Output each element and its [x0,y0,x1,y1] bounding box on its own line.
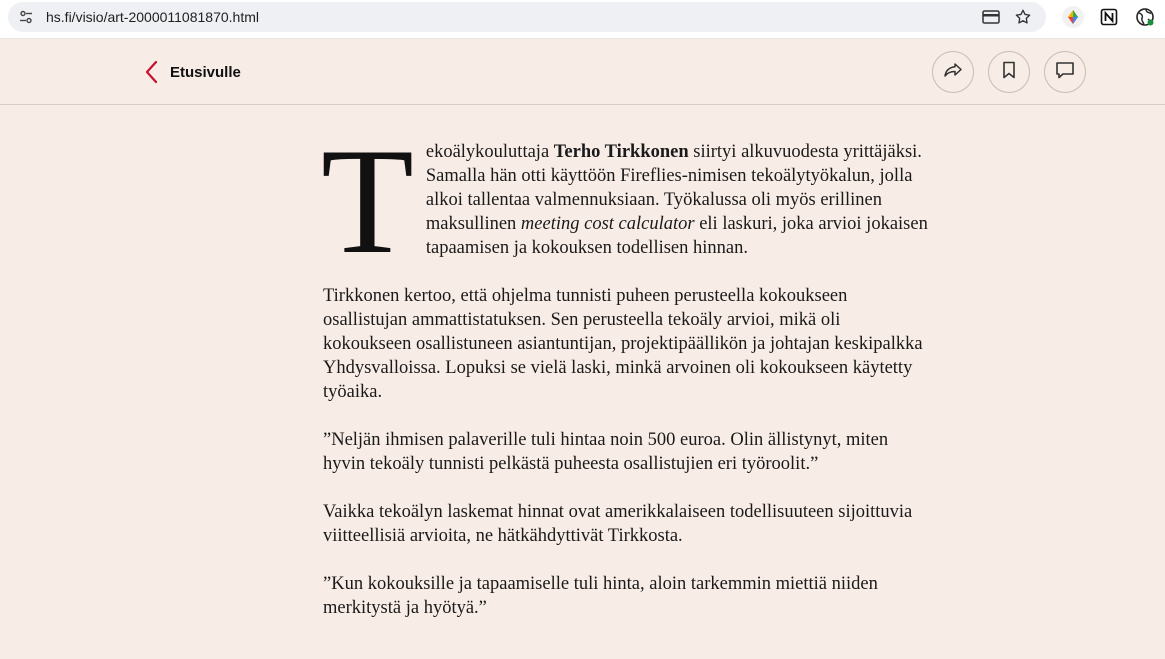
article-paragraph-4: Vaikka tekoälyn laskemat hinnat ovat amerikkalaiseen todellisuuteen sijoittuvia viitteellisiä arvioita, ne hätkähdyttivät Tirkkosta. [323,502,913,546]
share-icon [943,61,963,84]
back-link-label: Etusivulle [170,63,241,81]
paragraph-text: eli laskuri, joka arvioi jokaisen tapaamisen ja kokouksen todellisen hinnan. [425,214,928,258]
paragraph-text: ekoälykouluttaja [425,142,554,162]
share-button[interactable] [932,51,974,93]
comment-icon [1055,61,1075,84]
site-header [0,39,1165,105]
bookmark-button[interactable] [988,51,1030,93]
article-paragraph-5: ”Kun kokouksille ja tapaamiselle tuli hinta, aloin tarkemmin miettiä niiden merkitystä ja hyötyä.” [323,574,878,618]
colorful-extension-icon[interactable] [1061,5,1085,29]
notion-icon[interactable] [1097,5,1121,29]
card-icon[interactable] [981,7,1001,27]
article-paragraph-2: Tirkkonen kertoo, että ohjelma tunnisti puheen perusteella kokoukseen osallistujan ammattistatuksen. Sen perusteella tekoäly arvioi, mikä oli kokoukseen osallistuneen asiantuntijan, projektipäällikön ja johtajan keskipalkka Yhdysvalloissa. Lopuksi se vielä laski, minkä arvoinen oli kokoukseen käytetty työaika. [323,286,923,402]
back-to-frontpage-link[interactable] [142,57,241,87]
address-bar[interactable] [8,2,1046,32]
bookmark-icon [1002,61,1016,84]
browser-toolbar [0,0,1165,39]
chevron-left-icon [142,60,162,84]
article-body [321,117,933,644]
article-paragraph-1 [321,117,933,285]
paragraph-text: siirtyi alkuvuodesta yrittäjäksi. Samalla hän otti käyttöön Fireflies-nimisen tekoälytyökalun, jolla alkoi tallentaa valmennuksiaan. Työkalussa oli myös erillinen maksullinen [425,142,922,234]
url-text[interactable]: hs.fi/visio/art-2000011081870.html [46,9,259,25]
person-name: Terho Tirkkonen [553,142,689,162]
tune-icon[interactable] [18,9,34,25]
comment-button[interactable] [1044,51,1086,93]
globe-extension-icon[interactable] [1133,5,1157,29]
article-paragraph-3: ”Neljän ihmisen palaverille tuli hintaa noin 500 euroa. Olin ällistynyt, miten hyvin tekoäly tunnisti pelkästä puheesta osallistujien eri työroolit.” [323,430,889,474]
star-icon[interactable] [1013,7,1033,27]
drop-cap: T [321,117,414,285]
italic-term: meeting cost calculator [520,214,695,234]
